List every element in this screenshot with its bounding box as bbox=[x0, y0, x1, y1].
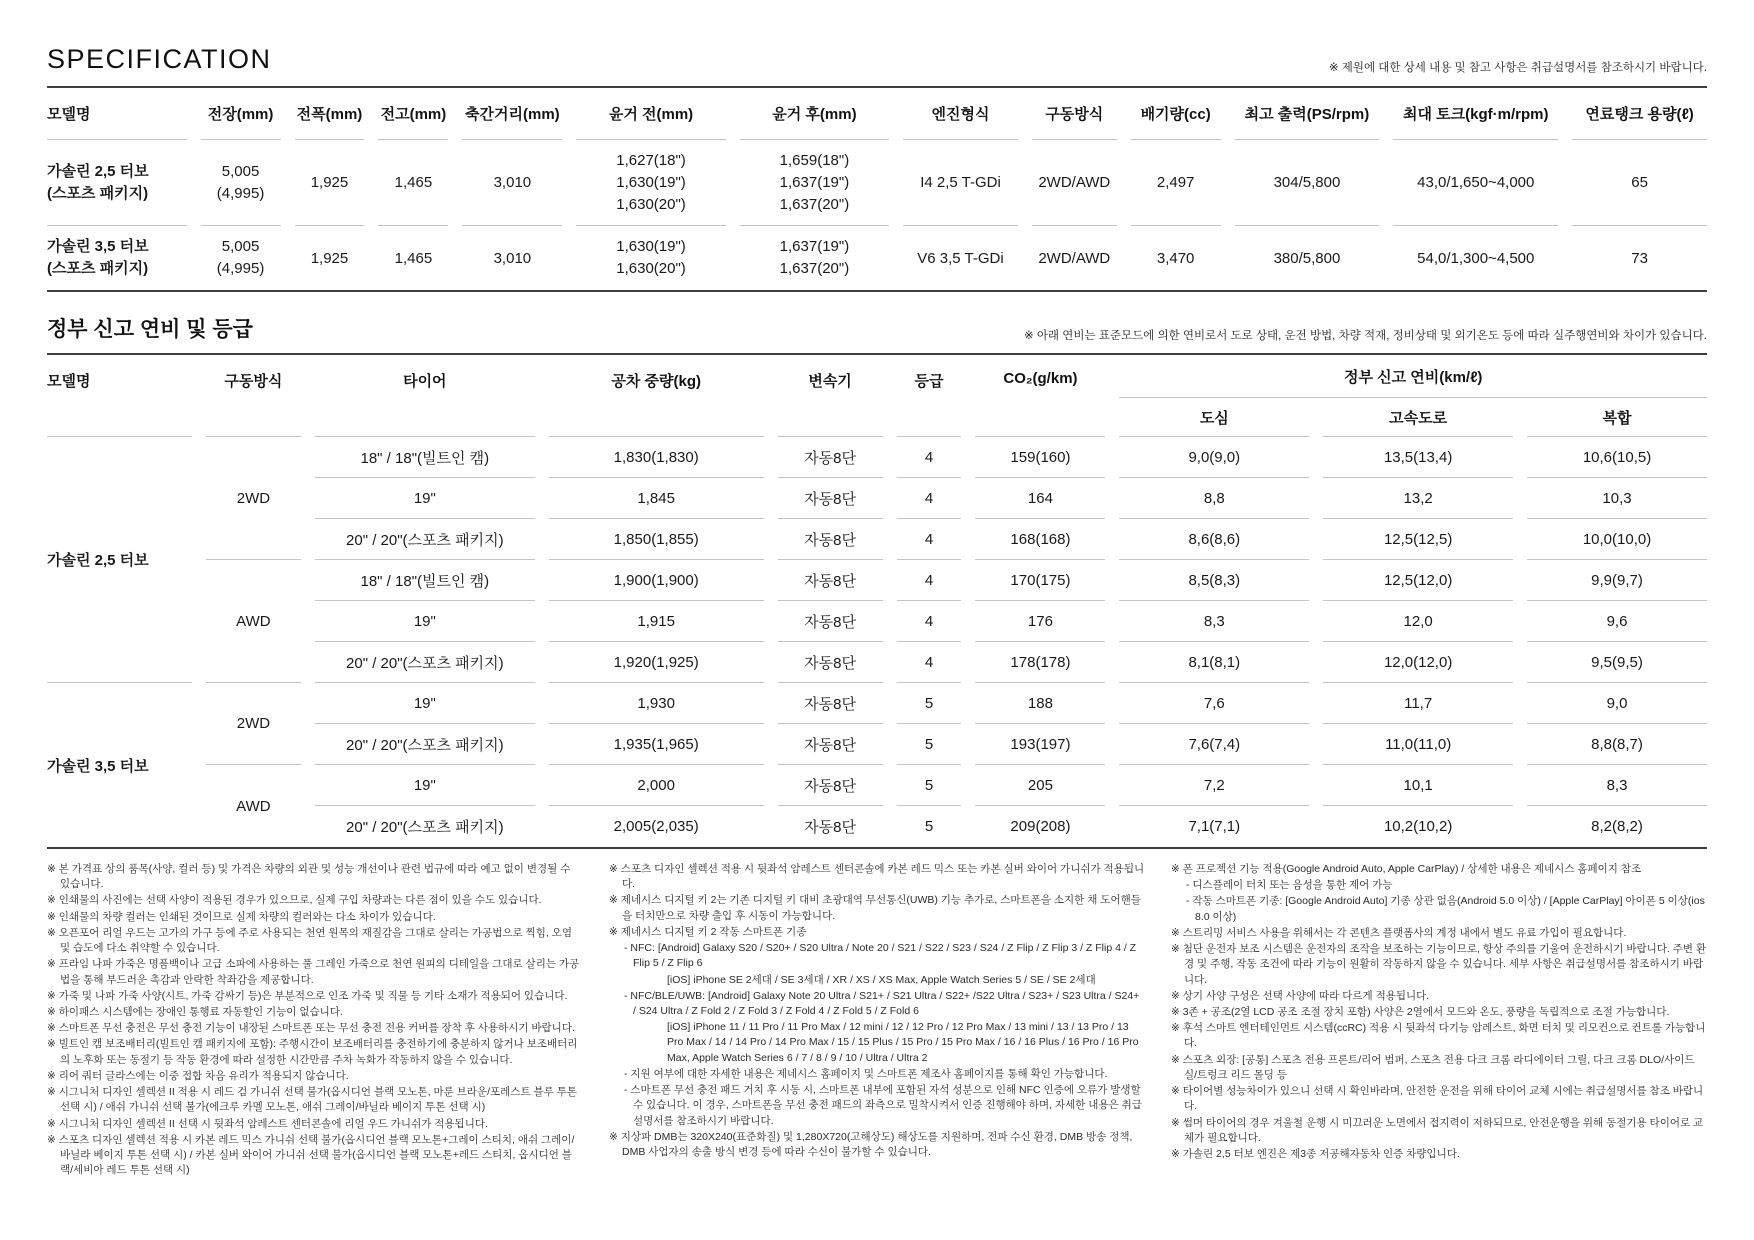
column-header: 연료탱크 용량(ℓ) bbox=[1572, 88, 1707, 140]
weight-cell: 2,000 bbox=[549, 765, 764, 806]
width-cell: 1,925 bbox=[295, 140, 365, 226]
tire-cell: 18" / 18"(빌트인 캠) bbox=[315, 437, 535, 478]
city-cell: 7,2 bbox=[1119, 765, 1309, 806]
footnote-item: ※ 폰 프로젝션 기능 적용(Google Android Auto, Apple CarPlay) / 상세한 내용은 제네시스 홈페이지 참조 bbox=[1171, 863, 1642, 875]
combined-cell: 9,6 bbox=[1527, 601, 1707, 642]
column-header: 배기량(cc) bbox=[1131, 88, 1221, 140]
grade-cell: 4 bbox=[897, 437, 962, 478]
footnote-item: ※ 첨단 운전자 보조 시스템은 운전자의 조작을 보조하는 기능이므로, 항상 주의를 기울여 운전하시기 바랍니다. 주변 환경 및 주행, 작동 조건에 따라 기능이 원활히 작동하지 않을 수 있습니다. 세부 사항은 취급설명서를 참조하시기 바랍니다. bbox=[1171, 943, 1707, 986]
sub-column-header: 복합 bbox=[1527, 398, 1707, 437]
drive-cell: 2WD/AWD bbox=[1032, 140, 1117, 226]
torque-cell: 54,0/1,300~4,500 bbox=[1417, 249, 1535, 267]
highway-cell: 11,7 bbox=[1323, 683, 1513, 724]
column-header: 구동방식 bbox=[206, 355, 301, 437]
footnote-item: ※ 하이패스 시스템에는 장애인 통행료 자동할인 기능이 없습니다. bbox=[47, 1005, 343, 1018]
column-header: 최고 출력(PS/rpm) bbox=[1235, 88, 1380, 140]
transmission-cell: 자동8단 bbox=[804, 819, 856, 836]
spec-header-row bbox=[47, 88, 1707, 140]
co2-cell: 176 bbox=[975, 601, 1105, 642]
value-line: (4,995) bbox=[216, 260, 265, 277]
footnote-item: - NFC/BLE/UWB: [Android] Galaxy Note 20 Ultra / S21+ / S21 Ultra / S22+ /S22 Ultra / S23+ / S23 Ultra / S24+ / S24 Ultra / Z Fold 2 / Z Fold 3 / Z Fold 4 / Z Fold 5 / Z Fold 6 bbox=[624, 989, 1140, 1017]
city-cell: 7,6 bbox=[1119, 683, 1309, 724]
tire-cell: 20" / 20"(스포츠 패키지) bbox=[315, 724, 535, 765]
footnote-item: - 지원 여부에 대한 자세한 내용은 제네시스 홈페이지 및 스마트폰 제조사 홈페이지를 통해 확인 가능합니다. bbox=[624, 1067, 1108, 1080]
value-line: 1,630(20") bbox=[616, 195, 686, 213]
footnote-item: ※ 인쇄물의 사진에는 선택 사양이 적용된 경우가 있으므로, 실제 구입 차량과는 다른 점이 있을 수도 있습니다. bbox=[47, 894, 542, 907]
highway-cell: 12,5(12,5) bbox=[1323, 519, 1513, 560]
fuel-row bbox=[47, 765, 1707, 806]
footnote-item: ※ 시그니처 디자인 셀렉션 II 적용 시 레드 검 가니쉬 선택 불가(옵시디언 블랙 모노톤, 마룬 브라운/포레스트 블루 투톤 선택 시) / 애쉬 가니쉬 선택 불가(에크루 카멜 모노톤, 애쉬 그레이/바닐라 베이지 투톤 선택 시) bbox=[47, 1086, 577, 1114]
footnote-column-2 bbox=[609, 862, 1145, 1179]
tread-front-cell bbox=[576, 226, 725, 290]
tread-rear-cell bbox=[740, 140, 889, 226]
value-line: 1,637(20") bbox=[779, 195, 850, 213]
column-header: 전고(mm) bbox=[378, 88, 448, 140]
city-cell: 8,8 bbox=[1119, 478, 1309, 519]
value-line: 5,005 bbox=[221, 238, 260, 255]
column-header: 전폭(mm) bbox=[295, 88, 365, 140]
combined-cell: 8,8(8,7) bbox=[1527, 724, 1707, 765]
value-line: 1,630(19") bbox=[616, 238, 686, 255]
footnote-item: [iOS] iPhone 11 / 11 Pro / 11 Pro Max / 12 mini / 12 / 12 Pro / 12 Pro Max / 13 mini / 13 / 13 Pro / 13 Pro Max / 14 / 14 Pro / 14 Pro Max / 15 / 15 Plus / 15 Pro / 15 Pro Max / 16 / 16 Plus / 16 Pro / 16 Pro Max, Apple Watch Series 6 / 7 / 8 / 9 / 10 / Ultra / Ultra 2 bbox=[667, 1021, 1139, 1064]
engine-cell: I4 2,5 T-GDi bbox=[903, 140, 1018, 226]
drive-cell: AWD bbox=[236, 797, 271, 815]
fuel-row bbox=[47, 437, 1707, 478]
spec-row bbox=[47, 226, 1707, 290]
co2-cell: 188 bbox=[975, 683, 1105, 724]
page-header bbox=[0, 0, 1754, 86]
footnote-item: ※ 제네시스 디지털 키 2 작동 스마트폰 기종 bbox=[609, 925, 807, 938]
city-cell: 8,5(8,3) bbox=[1119, 560, 1309, 601]
footnote-item: ※ 후석 스마트 엔터테인먼트 시스템(ccRC) 적용 시 뒷좌석 다기능 암레스트, 화면 터치 및 리모컨으로 컨트롤 가능합니다. bbox=[1171, 1022, 1706, 1050]
column-header: 타이어 bbox=[315, 355, 535, 437]
tire-cell: 20" / 20"(스포츠 패키지) bbox=[346, 819, 504, 836]
column-header: 모델명 bbox=[47, 355, 192, 437]
footnote-item: ※ 썸머 타이어의 경우 겨울철 운행 시 미끄러운 노면에서 접지력이 저하되므로, 안전운행을 위해 동절기용 타이어로 교체가 필요합니다. bbox=[1171, 1116, 1704, 1144]
engine-cell: V6 3,5 T-GDi bbox=[917, 249, 1004, 267]
value-line: 5,005 bbox=[221, 162, 260, 180]
footnote-item: - 스마트폰 무선 충전 패드 거치 후 시동 시, 스마트폰 내부에 포함된 자석 성분으로 인해 NFC 인증에 오류가 발생할 수 있습니다. 이 경우, 스마트폰을 무선 충전 패드의 좌측으로 밀착시켜서 인증 진행해야 하며, 자세한 내용은 취급설명서를 참조하시기 바랍니다. bbox=[624, 1084, 1142, 1127]
footnote-item: ※ 리어 쿼터 글라스에는 이중 접합 차음 유리가 적용되지 않습니다. bbox=[47, 1069, 349, 1082]
combined-cell: 8,3 bbox=[1527, 765, 1707, 806]
footnote-column-3 bbox=[1171, 862, 1707, 1179]
footnote-item: - 작동 스마트폰 기종: [Google Android Auto] 기종 상관 없음(Android 5.0 이상) / [Apple CarPlay] 아이폰 5 이상(ios 8.0 이상) bbox=[1186, 895, 1705, 923]
footnote-item: ※ 오픈포어 리얼 우드는 고가의 가구 등에 주로 사용되는 천연 원목의 재질감을 그대로 살리는 가공법으로 찍힘, 오염 및 습도에 다소 취약할 수 있습니다. bbox=[47, 926, 572, 955]
combined-cell: 10,0(10,0) bbox=[1527, 519, 1707, 560]
column-header: 구동방식 bbox=[1032, 88, 1117, 140]
weight-cell: 1,850(1,855) bbox=[549, 519, 764, 560]
column-header: CO₂(g/km) bbox=[975, 355, 1105, 437]
fuel-row bbox=[47, 683, 1707, 724]
power-cell: 304/5,800 bbox=[1235, 140, 1380, 226]
footnote-item: ※ 스트리밍 서비스 사용을 위해서는 각 콘텐츠 플랫폼사의 계정 내에서 별도 유료 가입이 필요합니다. bbox=[1171, 926, 1627, 939]
model-cell: 가솔린 2,5 터보 bbox=[47, 437, 192, 683]
footnote-item: ※ 프라임 나파 가죽은 명품백이나 고급 소파에 사용하는 풀 그레인 가죽으로 천연 원피의 디테일을 그대로 살리는 가공법을 통해 부드러운 촉감과 안락한 착좌감을 제공합니다. bbox=[47, 958, 580, 986]
column-header: 전장(mm) bbox=[201, 88, 281, 140]
tire-cell: 19" bbox=[315, 478, 535, 519]
tread-rear-cell bbox=[740, 226, 889, 290]
footnote-item: ※ 빌트인 캠 보조배터리(빌트인 캠 패키지에 포함): 주행시간이 보조배터리를 충전하기에 충분하지 않거나 보조배터리의 노후화 또는 동절기 등 작동 환경에 따라 설정한 시간만큼 주차 녹화가 작동하지 않을 수 있습니다. bbox=[47, 1038, 578, 1066]
tire-cell: 19" bbox=[315, 683, 535, 724]
footnote-item: ※ 인쇄물의 차량 컬러는 인쇄된 것이므로 실제 차량의 컬러와는 다소 차이가 있습니다. bbox=[47, 910, 436, 923]
grade-cell: 4 bbox=[897, 519, 962, 560]
weight-cell: 1,935(1,965) bbox=[549, 724, 764, 765]
fuel-note: ※ 아래 연비는 표준모드에 의한 연비로서 도로 상태, 운전 방법, 차량 적재, 정비상태 및 외기온도 등에 따라 실주행연비와 차이가 있습니다. bbox=[1023, 330, 1707, 342]
highway-cell: 12,5(12,0) bbox=[1323, 560, 1513, 601]
footnote-item: ※ 3존 + 공조(2열 LCD 공조 조절 장치 포함) 사양은 2열에서 모드와 온도, 풍량을 독립적으로 조절 가능합니다. bbox=[1171, 1005, 1670, 1018]
footnote-item: ※ 상기 사양 구성은 선택 사양에 따라 다르게 적용됩니다. bbox=[1171, 989, 1430, 1002]
page-title: SPECIFICATION bbox=[47, 44, 272, 74]
tire-cell: 19" bbox=[315, 601, 535, 642]
weight-cell: 1,915 bbox=[549, 601, 764, 642]
highway-cell: 13,2 bbox=[1323, 478, 1513, 519]
height-cell: 1,465 bbox=[394, 249, 433, 267]
transmission-cell: 자동8단 bbox=[778, 437, 883, 478]
column-header: 윤거 후(mm) bbox=[740, 88, 889, 140]
footnote-item: ※ 스포츠 디자인 셀렉션 적용 시 카본 레드 믹스 가니쉬 선택 불가(옵시디언 블랙 모노톤+그레이 스티치, 애쉬 그레이/바닐라 베이지 투톤 선택 시) / 카본 실버 와이어 가니쉬 선택 불가(옵시디언 블랙 모노톤+레드 스티치, 옵시디언 블랙/세비아 레드 투톤 선택 시) bbox=[47, 1133, 575, 1177]
transmission-cell: 자동8단 bbox=[778, 724, 883, 765]
value-line: 1,637(20") bbox=[779, 260, 850, 277]
tank-cell: 73 bbox=[1631, 249, 1648, 267]
city-cell: 7,1(7,1) bbox=[1188, 818, 1241, 835]
drive-cell: 2WD bbox=[206, 683, 301, 765]
torque-cell: 43,0/1,650~4,000 bbox=[1393, 140, 1558, 226]
footnote-item: ※ 가죽 및 나파 가죽 사양(시트, 가죽 감싸기 등)은 부분적으로 인조 가죽 및 직물 등 기타 소재가 적용되어 있습니다. bbox=[47, 989, 568, 1002]
footnote-item: ※ 지상파 DMB는 320X240(표준화질) 및 1,280X720(고해상도) 해상도를 지원하며, 전파 수신 환경, DMB 방송 정책, DMB 사업자의 송출 방식 변경 등에 따라 수신이 불가할 수 있습니다. bbox=[609, 1130, 1133, 1158]
footnotes bbox=[0, 849, 1754, 1179]
city-cell: 9,0(9,0) bbox=[1119, 437, 1309, 478]
model-cell: 가솔린 3,5 터보 bbox=[47, 757, 149, 775]
transmission-cell: 자동8단 bbox=[778, 765, 883, 806]
combined-cell: 9,0 bbox=[1527, 683, 1707, 724]
value-line: 1,627(18") bbox=[616, 151, 686, 169]
co2-cell: 178(178) bbox=[975, 642, 1105, 683]
highway-cell: 12,0(12,0) bbox=[1323, 642, 1513, 683]
grade-cell: 5 bbox=[897, 724, 962, 765]
co2-cell: 159(160) bbox=[975, 437, 1105, 478]
co2-cell: 168(168) bbox=[975, 519, 1105, 560]
combined-cell: 9,9(9,7) bbox=[1527, 560, 1707, 601]
spec-note: ※ 제원에 대한 상세 내용 및 참고 사항은 취급설명서를 참조하시기 바랍니다. bbox=[1328, 62, 1707, 74]
value-line: 1,637(19") bbox=[779, 238, 850, 255]
height-cell: 1,465 bbox=[378, 140, 448, 226]
column-header: 등급 bbox=[897, 355, 962, 437]
model-name: 가솔린 2,5 터보 bbox=[47, 162, 149, 180]
tank-cell: 65 bbox=[1572, 140, 1707, 226]
wheelbase-cell: 3,010 bbox=[462, 140, 562, 226]
tire-cell: 20" / 20"(스포츠 패키지) bbox=[315, 519, 535, 560]
model-sub: (스포츠 패키지) bbox=[47, 260, 149, 277]
grade-cell: 4 bbox=[897, 478, 962, 519]
grade-cell: 4 bbox=[897, 601, 962, 642]
value-line: 1,659(18") bbox=[779, 151, 850, 169]
co2-cell: 205 bbox=[975, 765, 1105, 806]
grade-cell: 5 bbox=[924, 818, 934, 835]
combined-cell: 10,6(10,5) bbox=[1527, 437, 1707, 478]
highway-cell: 13,5(13,4) bbox=[1323, 437, 1513, 478]
combined-cell: 8,2(8,2) bbox=[1591, 818, 1643, 835]
footnote-item: ※ 스마트폰 무선 충전은 무선 충전 기능이 내장된 스마트폰 또는 무선 충전 전용 커버를 장착 후 사용하시기 바랍니다. bbox=[47, 1022, 575, 1035]
grade-cell: 5 bbox=[897, 683, 962, 724]
model-cell bbox=[47, 140, 187, 226]
sub-column-header: 고속도로 bbox=[1323, 398, 1513, 437]
footnote-item: ※ 스포츠 외장: [공통] 스포츠 전용 프론트/리어 범퍼, 스포츠 전용 다크 크롬 라디에이터 그릴, 다크 크롬 DLO/사이드실/트렁크 리드 몰딩 등 bbox=[1171, 1053, 1695, 1081]
spec-row bbox=[47, 140, 1707, 226]
footnote-item: ※ 제네시스 디지털 키 2는 기존 디지털 키 대비 초광대역 무선통신(UWB) 기능 추가로, 스마트폰을 소지한 채 도어핸들을 터치만으로 차량 출입 후 시동이 가능합니다. bbox=[609, 894, 1141, 922]
fuel-section-header bbox=[0, 292, 1754, 353]
city-cell: 8,1(8,1) bbox=[1119, 642, 1309, 683]
fuel-table bbox=[33, 355, 1721, 847]
displacement-cell: 3,470 bbox=[1156, 249, 1195, 267]
spec-table bbox=[33, 88, 1721, 290]
fuel-header-row bbox=[47, 355, 1707, 398]
column-header: 엔진형식 bbox=[903, 88, 1018, 140]
highway-cell: 12,0 bbox=[1323, 601, 1513, 642]
weight-cell: 1,930 bbox=[549, 683, 764, 724]
grade-cell: 4 bbox=[897, 560, 962, 601]
length-cell bbox=[201, 226, 281, 290]
value-line: (4,995) bbox=[216, 184, 265, 202]
footnote-item: ※ 타이어별 성능차이가 있으니 선택 시 확인바라며, 안전한 운전을 위해 타이어 교체 시에는 취급설명서를 참조 바랍니다. bbox=[1171, 1085, 1704, 1113]
sub-column-header: 도심 bbox=[1119, 398, 1309, 437]
transmission-cell: 자동8단 bbox=[778, 478, 883, 519]
combined-cell: 10,3 bbox=[1527, 478, 1707, 519]
transmission-cell: 자동8단 bbox=[778, 601, 883, 642]
city-cell: 8,6(8,6) bbox=[1119, 519, 1309, 560]
city-cell: 8,3 bbox=[1119, 601, 1309, 642]
transmission-cell: 자동8단 bbox=[778, 560, 883, 601]
grade-cell: 5 bbox=[897, 765, 962, 806]
column-header: 최대 토크(kgf·m/rpm) bbox=[1393, 88, 1558, 140]
column-header: 변속기 bbox=[778, 355, 883, 437]
transmission-cell: 자동8단 bbox=[778, 642, 883, 683]
co2-cell: 170(175) bbox=[975, 560, 1105, 601]
value-line: 1,637(19") bbox=[779, 173, 850, 191]
co2-cell: 164 bbox=[975, 478, 1105, 519]
column-header: 축간거리(mm) bbox=[462, 88, 562, 140]
grade-cell: 4 bbox=[897, 642, 962, 683]
tire-cell: 18" / 18"(빌트인 캠) bbox=[315, 560, 535, 601]
footnote-item: ※ 스포츠 디자인 셀렉션 적용 시 뒷좌석 암레스트 센터콘솔에 카본 레드 믹스 또는 카본 실버 와이어 가니쉬가 적용됩니다. bbox=[609, 863, 1145, 891]
weight-cell: 2,005(2,035) bbox=[613, 818, 699, 835]
combined-cell: 9,5(9,5) bbox=[1527, 642, 1707, 683]
length-cell bbox=[201, 140, 281, 226]
weight-cell: 1,830(1,830) bbox=[549, 437, 764, 478]
drive-cell: 2WD/AWD bbox=[1038, 249, 1111, 267]
footnote-column-1 bbox=[47, 862, 583, 1179]
weight-cell: 1,900(1,900) bbox=[549, 560, 764, 601]
weight-cell: 1,845 bbox=[549, 478, 764, 519]
spec-table-wrap bbox=[0, 88, 1754, 290]
value-line: 1,630(19") bbox=[616, 173, 686, 191]
transmission-cell: 자동8단 bbox=[778, 519, 883, 560]
fuel-table-wrap bbox=[0, 355, 1754, 847]
displacement-cell: 2,497 bbox=[1131, 140, 1221, 226]
co2-cell: 193(197) bbox=[975, 724, 1105, 765]
column-header: 공차 중량(kg) bbox=[549, 355, 764, 437]
footnote-item: [iOS] iPhone SE 2세대 / SE 3세대 / XR / XS / XS Max, Apple Watch Series 5 / SE / SE 2세대 bbox=[667, 973, 1096, 986]
highway-cell: 10,1 bbox=[1323, 765, 1513, 806]
tread-front-cell bbox=[576, 140, 725, 226]
drive-cell: 2WD bbox=[206, 437, 301, 560]
co2-cell: 209(208) bbox=[1010, 818, 1071, 835]
fuel-row bbox=[47, 560, 1707, 601]
footnote-item: - NFC: [Android] Galaxy S20 / S20+ / S20 Ultra / Note 20 / S21 / S22 / S23 / S24 / Z Flip / Z Flip 3 / Z Flip 4 / Z Flip 5 / Z Flip 6 bbox=[624, 942, 1137, 970]
model-name: 가솔린 3,5 터보 bbox=[47, 238, 149, 255]
column-header: 윤거 전(mm) bbox=[576, 88, 725, 140]
model-cell bbox=[47, 226, 187, 290]
footnote-item: ※ 가솔린 2,5 터보 엔진은 제3종 저공해자동차 인증 차량입니다. bbox=[1171, 1147, 1460, 1160]
footnote-item: ※ 본 가격표 상의 품목(사양, 컬러 등) 및 가격은 차량의 외관 및 성능 개선이나 관련 법규에 따라 예고 없이 변경될 수 있습니다. bbox=[47, 863, 571, 891]
highway-cell: 10,2(10,2) bbox=[1383, 818, 1453, 835]
transmission-cell: 자동8단 bbox=[778, 683, 883, 724]
tire-cell: 19" bbox=[315, 765, 535, 806]
group-column-header: 정부 신고 연비(km/ℓ) bbox=[1119, 355, 1707, 398]
highway-cell: 11,0(11,0) bbox=[1323, 724, 1513, 765]
footnote-item: - 디스플레이 터치 또는 음성을 통한 제어 가능 bbox=[1186, 879, 1393, 892]
drive-cell: AWD bbox=[206, 560, 301, 683]
power-cell: 380/5,800 bbox=[1273, 249, 1341, 267]
tire-cell: 20" / 20"(스포츠 패키지) bbox=[315, 642, 535, 683]
value-line: 1,630(20") bbox=[616, 260, 686, 277]
model-sub: (스포츠 패키지) bbox=[47, 184, 149, 202]
city-cell: 7,6(7,4) bbox=[1119, 724, 1309, 765]
column-header: 모델명 bbox=[47, 88, 187, 140]
section-title: 정부 신고 연비 및 등급 bbox=[47, 318, 253, 341]
width-cell: 1,925 bbox=[310, 249, 349, 267]
footnote-item: ※ 시그니처 디자인 셀렉션 II 선택 시 뒷좌석 암레스트 센터콘솔에 리얼 우드 가니쉬가 적용됩니다. bbox=[47, 1117, 488, 1130]
wheelbase-cell: 3,010 bbox=[493, 249, 532, 267]
weight-cell: 1,920(1,925) bbox=[549, 642, 764, 683]
